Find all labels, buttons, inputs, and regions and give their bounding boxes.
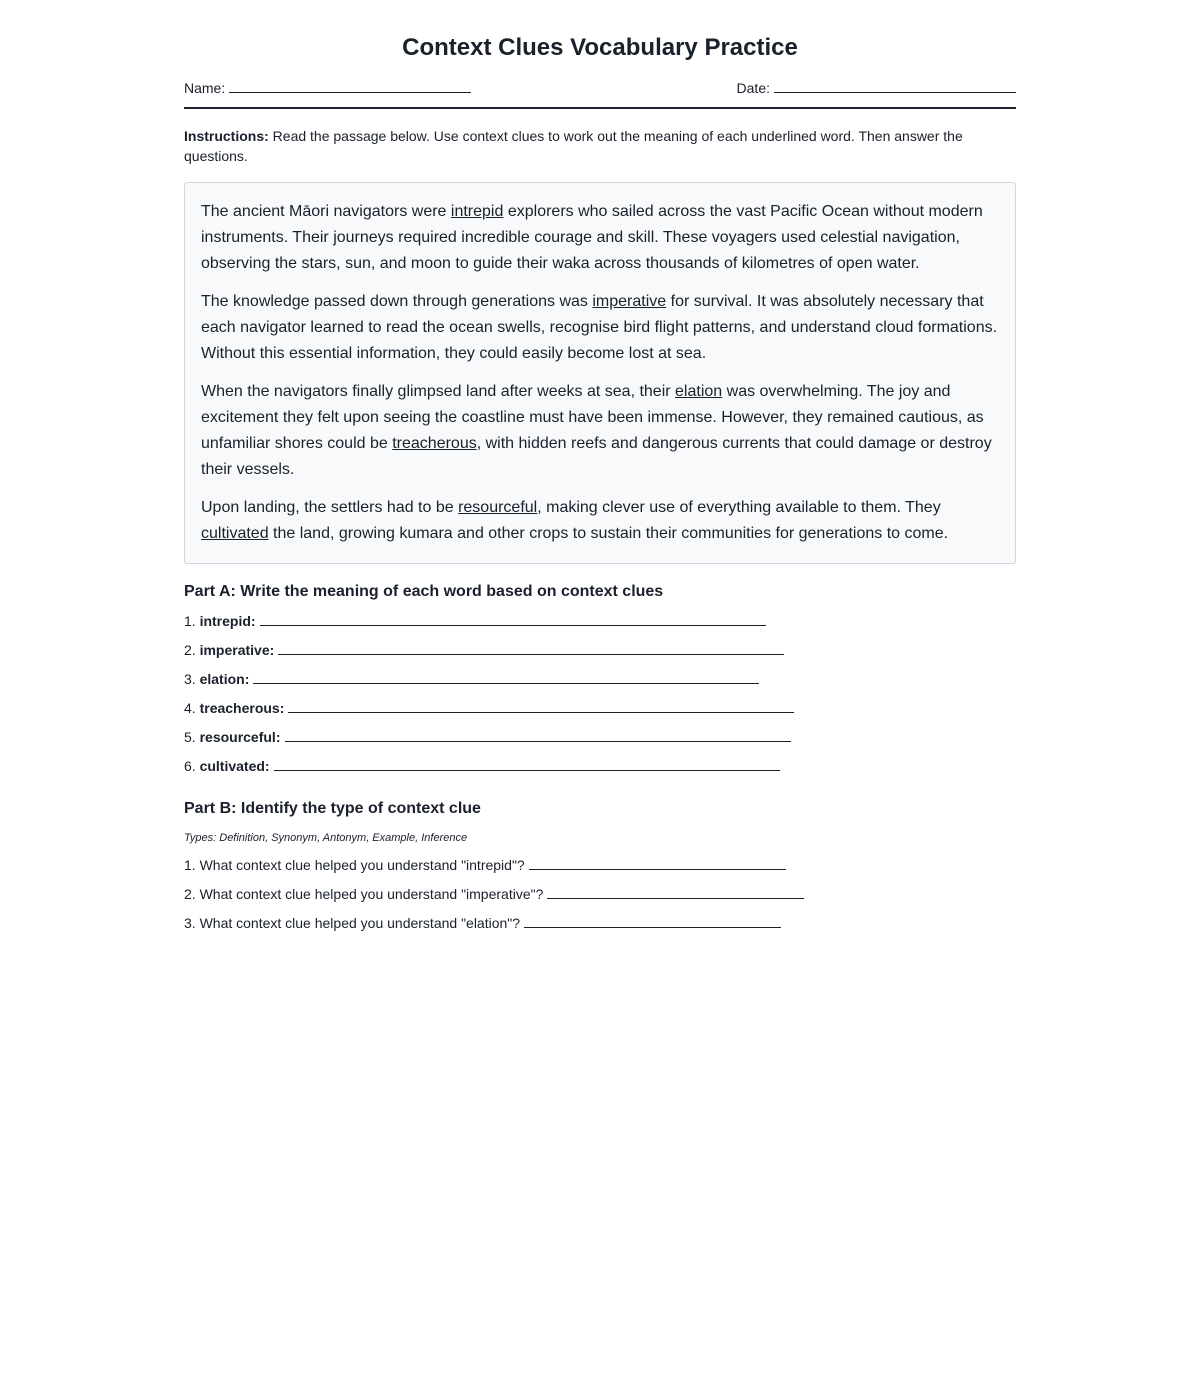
vocab-word-cultivated: cultivated xyxy=(201,525,269,542)
part-a-list xyxy=(184,611,1016,775)
name-blank-line[interactable] xyxy=(229,78,471,93)
date-blank-line[interactable] xyxy=(774,78,1016,93)
item-word: intrepid: xyxy=(199,613,256,629)
answer-line[interactable] xyxy=(274,756,780,771)
item-word: elation: xyxy=(199,671,250,687)
passage-text: , making clever use of everything available to them. They xyxy=(537,499,941,516)
question-text: 2. What context clue helped you understand "imperative"? xyxy=(184,886,544,902)
vocab-word-treacherous: treacherous xyxy=(392,435,477,452)
answer-line[interactable] xyxy=(285,727,791,742)
item-number: 3. xyxy=(184,671,196,687)
reading-passage xyxy=(184,182,1016,564)
part-b-list xyxy=(184,855,1016,932)
instructions xyxy=(184,126,1016,166)
passage-text: The knowledge passed down through generations was xyxy=(201,293,593,310)
answer-line[interactable] xyxy=(288,698,794,713)
part-a-title: Part A: Write the meaning of each word based on context clues xyxy=(184,583,664,600)
page-title: Context Clues Vocabulary Practice xyxy=(402,34,798,61)
item-number: 5. xyxy=(184,729,196,745)
vocab-word-elation: elation xyxy=(675,383,723,400)
item-number: 1. xyxy=(184,613,196,629)
part-a-item xyxy=(184,640,1016,659)
passage-text: the land, growing kumara and other crops to sustain their communities for generations to come. xyxy=(268,525,949,542)
name-field xyxy=(184,78,471,97)
question-text: 3. What context clue helped you understand "elation"? xyxy=(184,915,521,931)
instructions-text: Read the passage below. Use context clues to work out the meaning of each underlined word. Then answer the questions. xyxy=(184,128,963,164)
part-b-item xyxy=(184,884,1016,903)
answer-line[interactable] xyxy=(253,669,759,684)
vocab-word-resourceful: resourceful xyxy=(458,499,538,516)
instructions-lead: Instructions: xyxy=(184,128,269,144)
item-word: resourceful: xyxy=(199,729,281,745)
passage-paragraph-4 xyxy=(201,495,999,547)
part-b-item xyxy=(184,855,1016,874)
passage-paragraph-3 xyxy=(201,379,999,483)
header-row xyxy=(184,78,1016,109)
answer-line[interactable] xyxy=(529,855,786,870)
part-a-item xyxy=(184,727,1016,746)
vocab-word-intrepid: intrepid xyxy=(450,203,504,220)
passage-text: The ancient Māori navigators were xyxy=(201,203,451,220)
answer-line[interactable] xyxy=(278,640,784,655)
vocab-word-imperative: imperative xyxy=(592,293,667,310)
passage-paragraph-2 xyxy=(201,289,999,367)
part-a-item xyxy=(184,698,1016,717)
passage-paragraph-1 xyxy=(201,199,999,277)
item-number: 6. xyxy=(184,758,196,774)
passage-text: explorers who sailed across the vast Pacific Ocean without modern instruments. Their journeys required incredible courage and skill. These voyagers used celestial navigation, observing the stars, sun, and moon to guide their waka across thousands of kilometres of open water. xyxy=(201,203,983,272)
passage-text: Upon landing, the settlers had to be xyxy=(201,499,459,516)
item-word: cultivated: xyxy=(199,758,270,774)
passage-text: When the navigators finally glimpsed land after weeks at sea, their xyxy=(201,383,676,400)
part-a-item xyxy=(184,669,1016,688)
item-number: 4. xyxy=(184,700,196,716)
part-a-item xyxy=(184,611,1016,630)
item-number: 2. xyxy=(184,642,196,658)
part-b-item xyxy=(184,913,1016,932)
passage-text: for survival. It was absolutely necessary that each navigator learned to read the ocean swells, recognise bird flight patterns, and understand cloud formations. Without this essential information, they could easily become lost at sea. xyxy=(201,293,998,362)
answer-line[interactable] xyxy=(260,611,766,626)
item-word: imperative: xyxy=(199,642,275,658)
part-a-item xyxy=(184,756,1016,775)
item-word: treacherous: xyxy=(199,700,285,716)
name-label: Name: xyxy=(184,80,226,96)
question-text: 1. What context clue helped you understand "intrepid"? xyxy=(184,857,525,873)
answer-line[interactable] xyxy=(524,913,781,928)
answer-line[interactable] xyxy=(547,884,804,899)
passage-text: was overwhelming. The joy and excitement they felt upon seeing the coastline must have been immense. However, they remained cautious, as unfamiliar shores could be xyxy=(201,383,984,452)
worksheet xyxy=(184,0,1016,932)
date-label: Date: xyxy=(736,80,770,96)
passage-text: , with hidden reefs and dangerous currents that could damage or destroy their vessels. xyxy=(201,435,992,478)
part-b-title: Part B: Identify the type of context clue xyxy=(184,800,481,817)
clue-types-note: Types: Definition, Synonym, Antonym, Example, Inference xyxy=(184,832,468,844)
date-field xyxy=(737,78,1016,97)
